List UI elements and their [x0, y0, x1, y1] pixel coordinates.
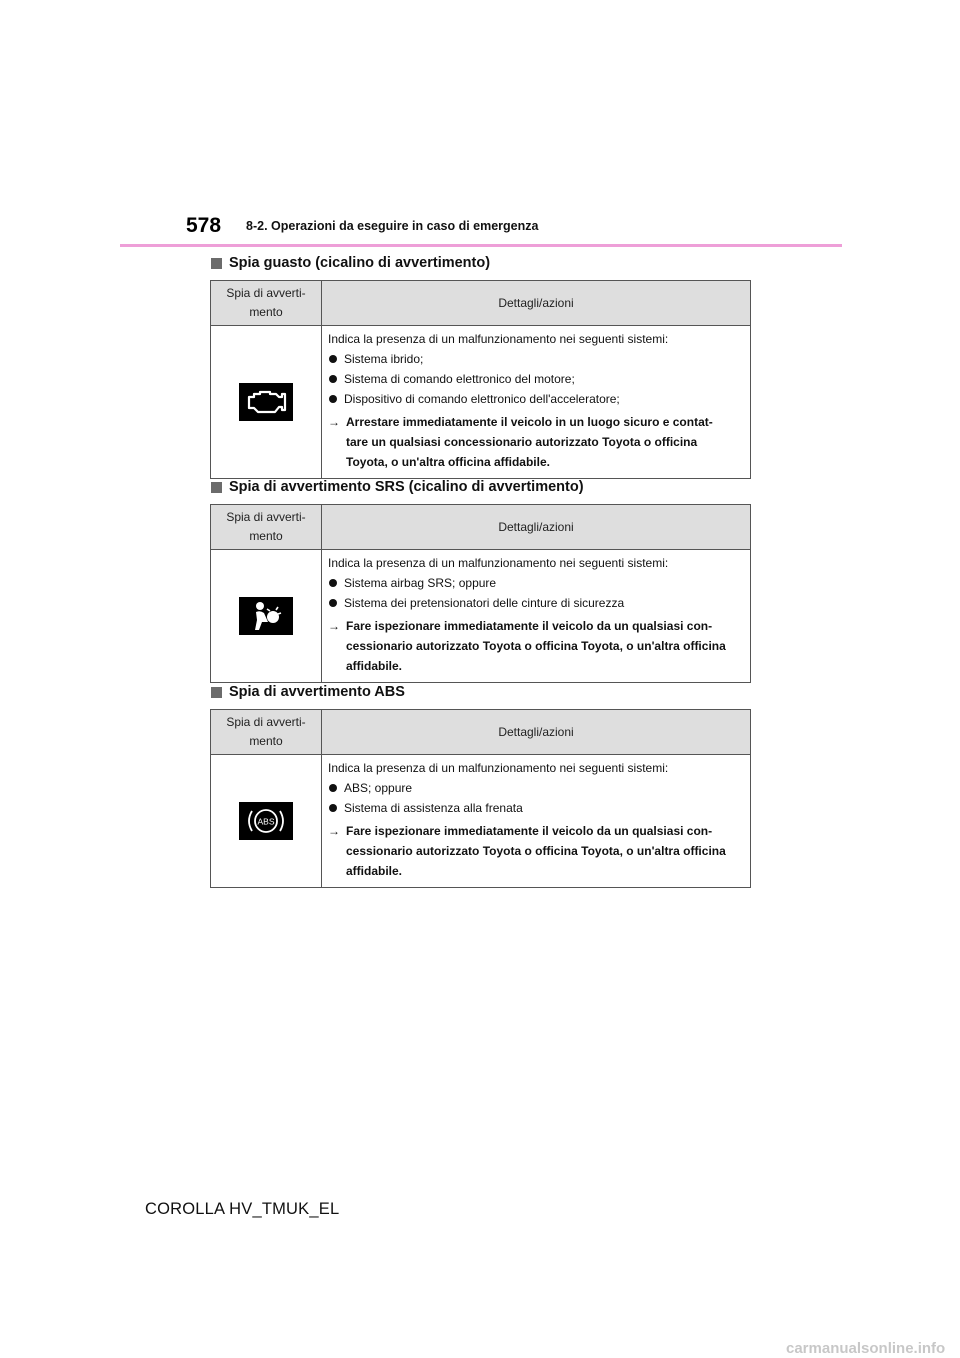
- details-cell: [322, 326, 751, 479]
- bullet-icon: [329, 355, 337, 363]
- list-item-text: ABS; oppure: [344, 781, 413, 795]
- square-bullet-icon: [211, 258, 222, 269]
- table-row: [211, 550, 751, 683]
- list-item-text: Sistema di comando elettronico del motore;: [344, 372, 575, 386]
- header-details: Dettagli/azioni: [322, 281, 751, 326]
- table-row: [211, 755, 751, 888]
- list-item: [328, 573, 744, 593]
- system-list: [328, 573, 744, 613]
- warning-table-malfunction: [210, 280, 751, 479]
- bullet-icon: [329, 599, 337, 607]
- intro-text: Indica la presenza di un malfunzionamento nei seguenti sistemi:: [328, 761, 669, 775]
- warning-table-srs: [210, 504, 751, 683]
- action-line: affidabile.: [346, 659, 403, 673]
- lamp-cell: [211, 326, 322, 479]
- header-lamp-line1: Spia di avverti-: [226, 510, 306, 524]
- airbag-srs-icon: [239, 597, 293, 635]
- warning-table-abs: [210, 709, 751, 888]
- table-row: [211, 326, 751, 479]
- list-item: [328, 778, 744, 798]
- action-text: [328, 821, 744, 881]
- abs-icon-text: ABS: [257, 816, 275, 827]
- list-item: [328, 389, 744, 409]
- details-cell: [322, 550, 751, 683]
- section-heading-malfunction: [211, 255, 490, 271]
- table-header-row: [211, 281, 751, 326]
- chapter-title: 8-2. Operazioni da eseguire in caso di emergenza: [246, 219, 539, 233]
- list-item: [328, 798, 744, 818]
- list-item: [328, 593, 744, 613]
- footer-model-code: COROLLA HV_TMUK_EL: [145, 1200, 340, 1218]
- square-bullet-icon: [211, 482, 222, 493]
- header-lamp: [211, 505, 322, 550]
- list-item-text: Sistema dei pretensionatori delle cinture di sicurezza: [344, 596, 625, 610]
- header-lamp: [211, 281, 322, 326]
- action-text: [328, 412, 744, 472]
- section-heading-srs: [211, 479, 584, 495]
- lamp-cell: [211, 550, 322, 683]
- header-lamp: [211, 710, 322, 755]
- watermark: carmanualsonline.info: [786, 1340, 946, 1357]
- intro-text: Indica la presenza di un malfunzionamento nei seguenti sistemi:: [328, 332, 669, 346]
- action-line: tare un qualsiasi concessionario autorizzato Toyota o officina: [346, 435, 698, 449]
- bullet-icon: [329, 395, 337, 403]
- list-item-text: Sistema di assistenza alla frenata: [344, 801, 523, 815]
- header-details: Dettagli/azioni: [322, 505, 751, 550]
- table-header-row: [211, 505, 751, 550]
- header-lamp-line1: Spia di avverti-: [226, 715, 306, 729]
- action-text: [328, 616, 744, 676]
- action-line: Toyota, o un'altra officina affidabile.: [346, 455, 550, 469]
- header-rule: [120, 244, 842, 247]
- arrow-icon: →: [328, 824, 340, 838]
- list-item-text: Sistema ibrido;: [344, 352, 424, 366]
- header-lamp-line2: mento: [249, 305, 283, 319]
- arrow-icon: →: [328, 619, 340, 633]
- square-bullet-icon: [211, 687, 222, 698]
- bullet-icon: [329, 579, 337, 587]
- bullet-icon: [329, 375, 337, 383]
- action-line: affidabile.: [346, 864, 403, 878]
- system-list: [328, 778, 744, 818]
- header-details: Dettagli/azioni: [322, 710, 751, 755]
- bullet-icon: [329, 804, 337, 812]
- abs-icon: [239, 802, 293, 840]
- action-line: Arrestare immediatamente il veicolo in un luogo sicuro e contat-: [346, 415, 713, 429]
- header-lamp-line2: mento: [249, 529, 283, 543]
- section-heading-text: Spia di avvertimento ABS: [229, 684, 405, 700]
- section-heading-text: Spia guasto (cicalino di avvertimento): [229, 255, 491, 271]
- list-item-text: Sistema airbag SRS; oppure: [344, 576, 497, 590]
- list-item: [328, 369, 744, 389]
- page-number: 578: [186, 214, 222, 237]
- engine-check-icon: [239, 383, 293, 421]
- lamp-cell: [211, 755, 322, 888]
- section-heading-abs: [211, 684, 405, 700]
- list-item-text: Dispositivo di comando elettronico dell'acceleratore;: [344, 392, 620, 406]
- header-lamp-line2: mento: [249, 734, 283, 748]
- arrow-icon: →: [328, 415, 340, 429]
- system-list: [328, 349, 744, 409]
- bullet-icon: [329, 784, 337, 792]
- table-header-row: [211, 710, 751, 755]
- details-cell: [322, 755, 751, 888]
- header-lamp-line1: Spia di avverti-: [226, 286, 306, 300]
- list-item: [328, 349, 744, 369]
- section-heading-text: Spia di avvertimento SRS (cicalino di avvertimento): [229, 479, 584, 495]
- intro-text: Indica la presenza di un malfunzionamento nei seguenti sistemi:: [328, 556, 669, 570]
- action-line: cessionario autorizzato Toyota o officina Toyota, o un'altra officina: [346, 844, 726, 858]
- action-line: Fare ispezionare immediatamente il veicolo da un qualsiasi con-: [346, 619, 713, 633]
- action-line: cessionario autorizzato Toyota o officina Toyota, o un'altra officina: [346, 639, 726, 653]
- action-line: Fare ispezionare immediatamente il veicolo da un qualsiasi con-: [346, 824, 713, 838]
